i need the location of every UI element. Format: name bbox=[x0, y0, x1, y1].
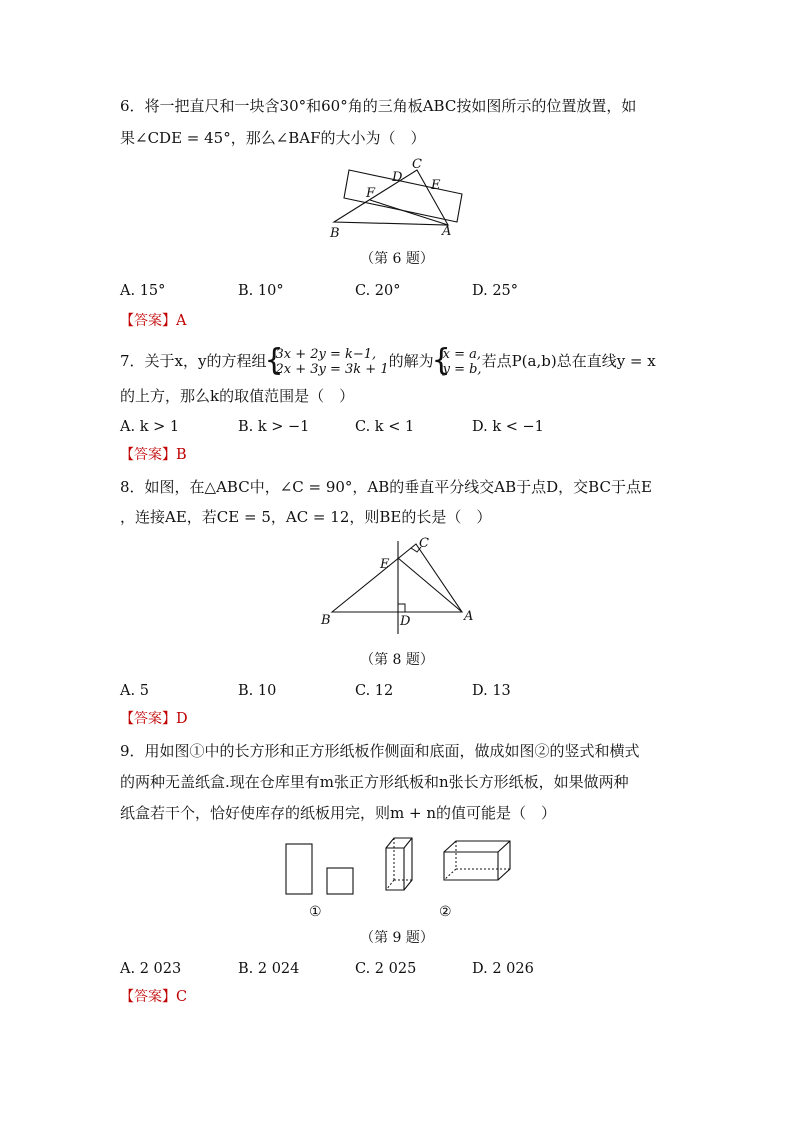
q7-stem-line1 bbox=[120, 344, 656, 378]
q7-solution: { x = a, y = b, bbox=[434, 347, 482, 377]
q7-option-b[interactable]: B. k > −1 bbox=[238, 419, 310, 435]
q9-figure bbox=[280, 834, 530, 924]
q6-figure bbox=[322, 156, 482, 240]
fig2-label: ② bbox=[439, 904, 452, 920]
label-e: E bbox=[380, 557, 390, 572]
q8-option-c[interactable]: C. 12 bbox=[355, 683, 394, 699]
q6-option-a[interactable]: A. 15° bbox=[120, 283, 166, 299]
answer-value: C bbox=[176, 989, 188, 1005]
label-b: B bbox=[321, 613, 331, 628]
label-d: D bbox=[400, 614, 411, 629]
answer-tag: 【答案】 bbox=[120, 989, 176, 1005]
q8-caption: （第 8 题） bbox=[360, 652, 434, 668]
horizontal-box bbox=[444, 841, 510, 880]
q9-stem-line2: 的两种无盖纸盒.现在仓库里有m张正方形纸板和n张长方形纸板，如果做两种 bbox=[120, 773, 629, 791]
q7-option-c[interactable]: C. k < 1 bbox=[355, 419, 415, 435]
label-a: A bbox=[464, 609, 474, 624]
fig1-label: ① bbox=[309, 904, 322, 920]
q9-stem-line1: 9．用如图①中的长方形和正方形纸板作侧面和底面，做成如图②的竖式和横式 bbox=[120, 742, 640, 760]
q8-option-a[interactable]: A. 5 bbox=[120, 683, 149, 699]
q9-option-d[interactable]: D. 2 026 bbox=[472, 961, 534, 977]
q7-option-d[interactable]: D. k < −1 bbox=[472, 419, 544, 435]
q7-stem-line2: 的上方，那么k的取值范围是（ ） bbox=[120, 387, 355, 405]
q6-stem-line1: 6．将一把直尺和一块含30°和60°角的三角板ABC按如图所示的位置放置，如 bbox=[120, 97, 637, 115]
q8-option-b[interactable]: B. 10 bbox=[238, 683, 277, 699]
answer-value: A bbox=[176, 313, 187, 329]
vertical-box bbox=[386, 838, 412, 890]
q7-mid: 的解为 bbox=[388, 352, 434, 370]
label-a: A bbox=[442, 224, 452, 239]
q6-caption: （第 6 题） bbox=[360, 251, 434, 267]
q9-stem-line3: 纸盒若干个，恰好使库存的纸板用完，则m + n的值可能是（ ） bbox=[120, 804, 556, 822]
q8-stem-line2: ，连接AE，若CE = 5，AC = 12，则BE的长是（ ） bbox=[120, 508, 492, 526]
q9-caption: （第 9 题） bbox=[360, 930, 434, 946]
q8-answer bbox=[120, 709, 188, 729]
segment-ae bbox=[398, 558, 462, 612]
label-c: C bbox=[419, 536, 429, 551]
q6-stem-line2: 果∠CDE = 45°，那么∠BAF的大小为（ ） bbox=[120, 129, 426, 147]
right-angle-mark-d bbox=[398, 604, 405, 612]
answer-tag: 【答案】 bbox=[120, 447, 176, 463]
q7-answer bbox=[120, 445, 187, 465]
q6-option-c[interactable]: C. 20° bbox=[355, 283, 401, 299]
q8-stem-line1: 8．如图，在△ABC中，∠C = 90°，AB的垂直平分线交AB于点D，交BC于点E bbox=[120, 478, 652, 496]
label-d: D bbox=[392, 170, 403, 185]
square-board bbox=[327, 868, 353, 894]
answer-value: B bbox=[176, 447, 187, 463]
q9-option-a[interactable]: A. 2 023 bbox=[120, 961, 182, 977]
q9-option-b[interactable]: B. 2 024 bbox=[238, 961, 300, 977]
q6-option-d[interactable]: D. 25° bbox=[472, 283, 519, 299]
q9-answer bbox=[120, 987, 187, 1007]
q7-system-of-equations: { 3x + 2y = k−1, 2x + 3y = 3k + 1 bbox=[266, 347, 388, 377]
answer-value: D bbox=[176, 711, 188, 727]
label-f: F bbox=[366, 186, 376, 201]
q8-figure bbox=[318, 536, 488, 640]
label-b: B bbox=[330, 226, 340, 240]
q6-option-b[interactable]: B. 10° bbox=[238, 283, 284, 299]
q7-pre: 7．关于x，y的方程组 bbox=[120, 352, 267, 370]
label-e: E bbox=[431, 178, 441, 193]
answer-tag: 【答案】 bbox=[120, 711, 176, 727]
ruler bbox=[344, 170, 462, 222]
q9-option-c[interactable]: C. 2 025 bbox=[355, 961, 417, 977]
label-c: C bbox=[412, 157, 422, 172]
q7-option-a[interactable]: A. k > 1 bbox=[120, 419, 180, 435]
q6-answer bbox=[120, 311, 186, 331]
q8-option-d[interactable]: D. 13 bbox=[472, 683, 511, 699]
triangle-abc bbox=[332, 544, 462, 612]
answer-tag: 【答案】 bbox=[120, 313, 176, 329]
q7-post: 若点P(a,b)总在直线y = x bbox=[481, 352, 656, 370]
rectangle-board bbox=[286, 844, 312, 894]
